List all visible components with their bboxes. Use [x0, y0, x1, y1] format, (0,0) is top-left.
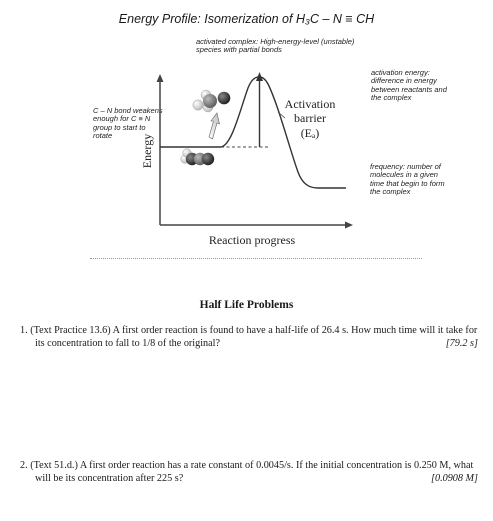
frequency-note: frequency: number of molecules in a given time that begin to form the complex: [370, 162, 445, 197]
y-axis-label: Energy: [140, 133, 154, 169]
reactant-molecule: [181, 149, 215, 166]
problem-1: [20, 325, 478, 350]
barrier-label-line3: (Eₐ): [300, 126, 320, 140]
x-axis-arrowhead: [345, 222, 353, 229]
activation-energy-note: activation energy: difference in energy between reactants and the complex: [371, 68, 447, 103]
barrier-label-line2: barrier: [294, 111, 326, 125]
bond-weakening-note: C – N bond weakens enough for C ≡ N group to start to rotate: [93, 106, 163, 141]
x-axis-label: Reaction progress: [208, 233, 296, 247]
problem-1-answer: [79.2 s]: [445, 337, 478, 349]
y-axis-arrowhead: [157, 74, 164, 82]
problem-2: [20, 460, 478, 485]
barrier-label-line1: Activation: [284, 97, 336, 111]
section-title: Half Life Problems: [199, 299, 294, 311]
page-title: Energy Profile: Isomerization of H₃C – N ≡ CH: [118, 12, 375, 26]
section-divider: [90, 258, 422, 259]
activated-complex-note: activated complex: High-energy-level (unstable) species with partial bonds: [196, 37, 355, 55]
problem-2-answer: [0.0908 M]: [431, 472, 478, 484]
problem-2-text: 2. (Text 51.d.) A first order reaction has a rate constant of 0.0045/s. If the initial concentration is 0.250 M, what will be its concentration after 225 s?: [20, 460, 474, 484]
energy-profile-diagram: [0, 0, 493, 260]
activated-complex-molecule: [193, 90, 231, 112]
rotation-arrow: [209, 113, 220, 139]
problem-1-text: 1. (Text Practice 13.6) A first order reaction is found to have a half-life of 26.4 s. How much time will it take for its concentration to fall to 1/8 of the original?: [20, 325, 478, 349]
